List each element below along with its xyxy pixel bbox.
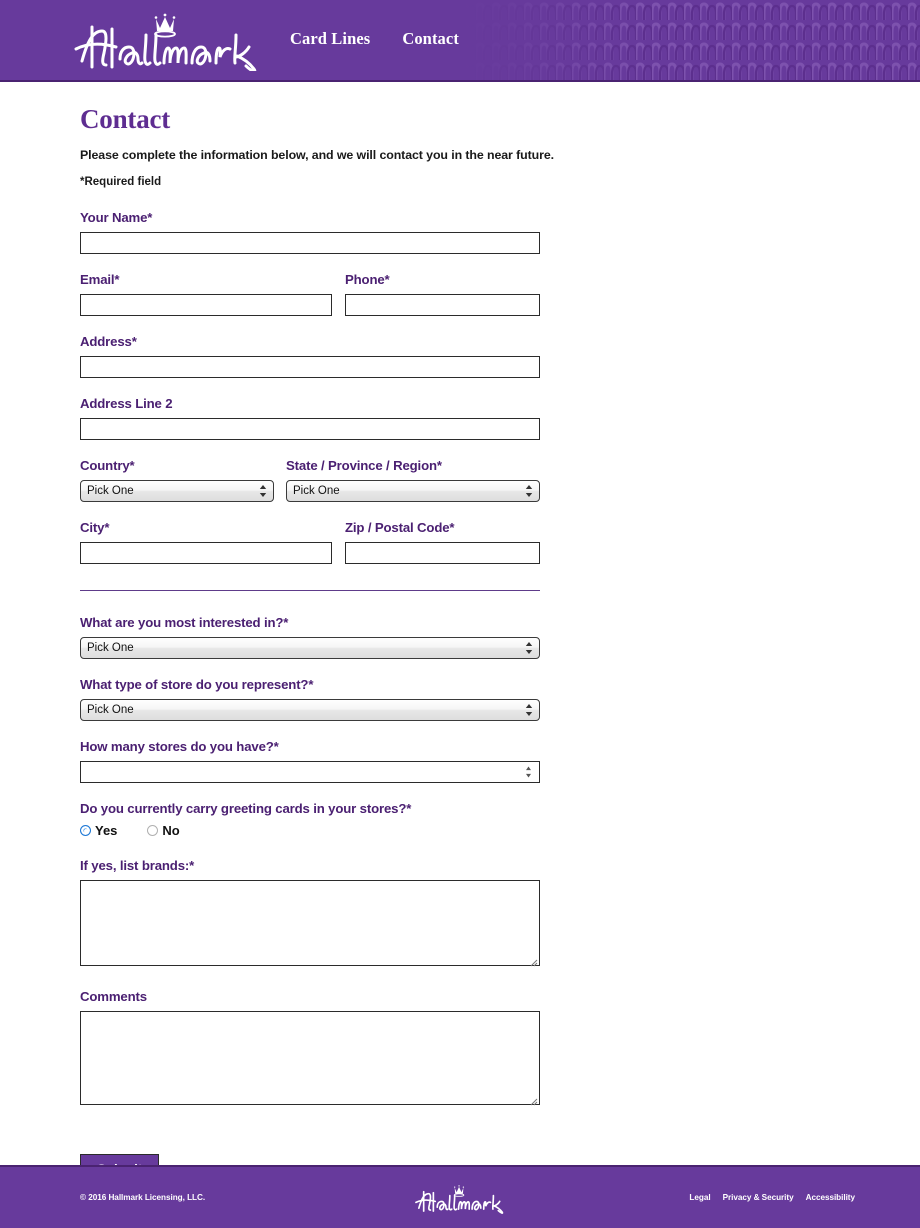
label-interested-in: What are you most interested in?* [80,615,289,630]
label-city: City* [80,520,110,535]
label-phone: Phone* [345,272,390,287]
zip-input[interactable] [345,542,540,564]
radio-unselected-icon[interactable] [147,825,158,836]
footer-link-legal[interactable]: Legal [689,1193,711,1202]
section-divider [80,590,540,591]
footer-copyright: © 2016 Hallmark Licensing, LLC. [80,1193,206,1202]
radio-label-yes: Yes [95,823,118,838]
required-field-note: *Required field [80,176,162,188]
state-select[interactable] [286,480,540,502]
radio-label-no: No [162,823,180,838]
field-your-name [80,210,620,254]
country-select[interactable] [80,480,274,502]
site-header [0,0,920,82]
field-state [286,458,540,502]
city-input[interactable] [80,542,332,564]
field-comments [80,989,620,1110]
address-input[interactable] [80,356,540,378]
label-your-name: Your Name* [80,210,153,225]
label-state-province-region: State / Province / Region* [286,458,442,473]
hallmark-logo-header[interactable] [72,9,262,71]
radio-option-yes[interactable] [80,823,117,838]
brands-textarea[interactable] [80,880,540,966]
phone-input[interactable] [345,294,540,316]
carry-cards-radio-group [80,823,620,838]
comments-textarea[interactable] [80,1011,540,1105]
address-line-2-input[interactable] [80,418,540,440]
footer-link-privacy-security[interactable]: Privacy & Security [722,1193,794,1202]
interested-in-select[interactable] [80,637,540,659]
row-city-zip [80,520,620,564]
label-carry-cards: Do you currently carry greeting cards in your stores?* [80,801,412,816]
label-email: Email* [80,272,120,287]
footer-link-accessibility[interactable]: Accessibility [805,1193,855,1202]
store-count-input[interactable] [80,761,540,783]
intro-text: Please complete the information below, and we will contact you in the near future. [80,148,554,162]
field-country [80,458,286,502]
label-store-type: What type of store do you represent?* [80,677,314,692]
footer-links [677,1193,855,1202]
field-city [80,520,345,564]
label-country: Country* [80,458,135,473]
label-address: Address* [80,334,137,349]
your-name-input[interactable] [80,232,540,254]
nav-item-contact[interactable]: Contact [402,29,459,48]
store-type-select[interactable] [80,699,540,721]
site-footer [0,1165,920,1228]
radio-selected-icon[interactable] [80,825,91,836]
field-phone [345,272,540,316]
hallmark-logo-footer[interactable] [414,1181,506,1220]
radio-option-no[interactable] [147,823,179,838]
field-email [80,272,345,316]
page-title: Contact [80,104,171,134]
main-content [0,82,920,1165]
label-address-line-2: Address Line 2 [80,396,173,411]
field-store-type [80,677,620,721]
label-comments: Comments [80,989,147,1004]
label-brands: If yes, list brands:* [80,858,195,873]
field-store-count [80,739,620,783]
label-store-count: How many stores do you have?* [80,739,279,754]
field-brands [80,858,620,971]
nav-item-card-lines[interactable]: Card Lines [290,29,371,48]
field-address-line-2 [80,396,620,440]
field-address [80,334,620,378]
row-email-phone [80,272,620,316]
field-interested-in [80,615,620,659]
row-country-state [80,458,620,502]
header-nav [290,29,459,51]
field-carry-cards [80,801,620,838]
email-input[interactable] [80,294,332,316]
label-zip-postal-code: Zip / Postal Code* [345,520,455,535]
field-zip [345,520,540,564]
